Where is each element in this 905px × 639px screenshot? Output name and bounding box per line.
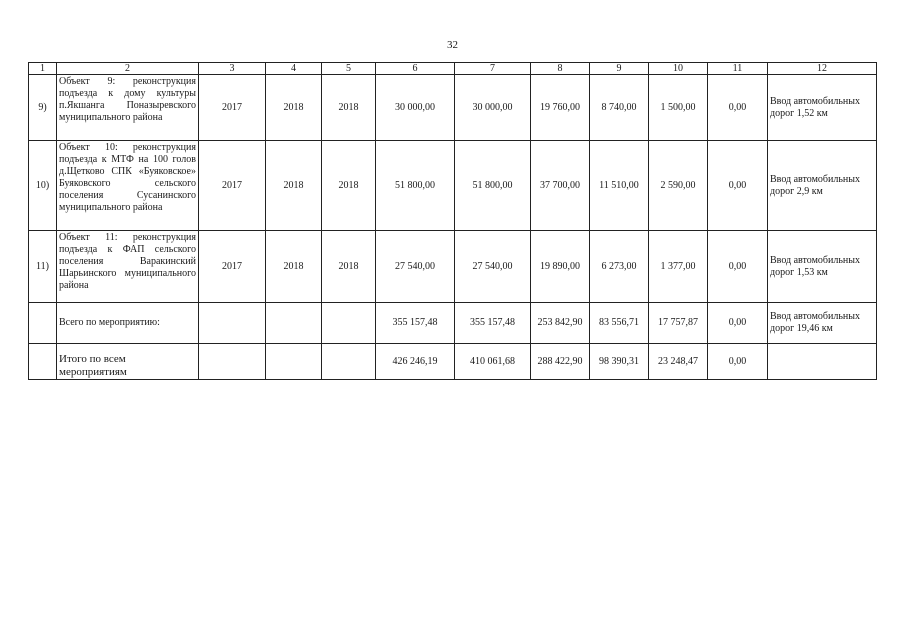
empty-cell xyxy=(266,303,322,344)
measures-table xyxy=(28,62,877,380)
measure-total-label: Всего по мероприятию: xyxy=(57,303,199,344)
cell-col7: 30 000,00 xyxy=(455,75,531,141)
grand-col10: 23 248,47 xyxy=(649,344,708,380)
empty-cell xyxy=(199,303,266,344)
cell-col3: 2017 xyxy=(199,75,266,141)
cell-col10: 2 590,00 xyxy=(649,141,708,231)
empty-cell xyxy=(29,344,57,380)
cell-col11: 0,00 xyxy=(708,141,768,231)
empty-cell xyxy=(322,303,376,344)
empty-cell xyxy=(322,344,376,380)
row-number: 9) xyxy=(29,75,57,141)
column-header: 6 xyxy=(376,63,455,75)
grand-col9: 98 390,31 xyxy=(590,344,649,380)
column-header: 11 xyxy=(708,63,768,75)
column-header: 4 xyxy=(266,63,322,75)
object-description: Объект 9: реконструкция подъезда к дому культуры п.Якшанга Поназыревского муниципального района xyxy=(57,75,199,141)
cell-col3: 2017 xyxy=(199,231,266,303)
grand-total-row xyxy=(29,344,877,380)
row-number: 10) xyxy=(29,141,57,231)
grand-col8: 288 422,90 xyxy=(531,344,590,380)
empty-cell xyxy=(199,344,266,380)
cell-col5: 2018 xyxy=(322,231,376,303)
measure-total-row xyxy=(29,303,877,344)
result-cell: Ввод автомобильных дорог 2,9 км xyxy=(768,141,877,231)
column-header: 10 xyxy=(649,63,708,75)
column-header: 8 xyxy=(531,63,590,75)
empty-cell xyxy=(768,344,877,380)
cell-col7: 27 540,00 xyxy=(455,231,531,303)
empty-cell xyxy=(266,344,322,380)
cell-col6: 27 540,00 xyxy=(376,231,455,303)
cell-col4: 2018 xyxy=(266,141,322,231)
cell-col6: 30 000,00 xyxy=(376,75,455,141)
column-header: 1 xyxy=(29,63,57,75)
column-header: 5 xyxy=(322,63,376,75)
result-cell: Ввод автомобильных дорог 1,53 км xyxy=(768,231,877,303)
column-header: 3 xyxy=(199,63,266,75)
result-cell: Ввод автомобильных дорог 1,52 км xyxy=(768,75,877,141)
total-col6: 355 157,48 xyxy=(376,303,455,344)
column-header: 7 xyxy=(455,63,531,75)
total-col9: 83 556,71 xyxy=(590,303,649,344)
cell-col10: 1 377,00 xyxy=(649,231,708,303)
row-number: 11) xyxy=(29,231,57,303)
object-description: Объект 11: реконструкция подъезда к ФАП сельского поселения Варакинский Шарьинского муниципального района xyxy=(57,231,199,303)
cell-col8: 37 700,00 xyxy=(531,141,590,231)
object-description: Объект 10: реконструкция подъезда к МТФ на 100 голов д.Щетково СПК «Буяковское» Буяковского сельского поселения Сусанинского муниципального района xyxy=(57,141,199,231)
cell-col11: 0,00 xyxy=(708,231,768,303)
grand-col11: 0,00 xyxy=(708,344,768,380)
cell-col5: 2018 xyxy=(322,75,376,141)
table-row xyxy=(29,75,877,141)
grand-total-label: Итого по всем мероприятиям xyxy=(57,344,199,380)
cell-col3: 2017 xyxy=(199,141,266,231)
cell-col5: 2018 xyxy=(322,141,376,231)
column-header: 9 xyxy=(590,63,649,75)
total-col11: 0,00 xyxy=(708,303,768,344)
total-col10: 17 757,87 xyxy=(649,303,708,344)
cell-col9: 8 740,00 xyxy=(590,75,649,141)
total-col7: 355 157,48 xyxy=(455,303,531,344)
cell-col4: 2018 xyxy=(266,75,322,141)
empty-cell xyxy=(29,303,57,344)
column-header: 12 xyxy=(768,63,877,75)
grand-col6: 426 246,19 xyxy=(376,344,455,380)
page-number: 32 xyxy=(447,39,458,51)
cell-col11: 0,00 xyxy=(708,75,768,141)
cell-col10: 1 500,00 xyxy=(649,75,708,141)
total-col8: 253 842,90 xyxy=(531,303,590,344)
cell-col6: 51 800,00 xyxy=(376,141,455,231)
cell-col7: 51 800,00 xyxy=(455,141,531,231)
cell-col9: 6 273,00 xyxy=(590,231,649,303)
cell-col4: 2018 xyxy=(266,231,322,303)
cell-col9: 11 510,00 xyxy=(590,141,649,231)
cell-col8: 19 890,00 xyxy=(531,231,590,303)
grand-col7: 410 061,68 xyxy=(455,344,531,380)
table-row xyxy=(29,231,877,303)
cell-col8: 19 760,00 xyxy=(531,75,590,141)
total-result: Ввод автомобильных дорог 19,46 км xyxy=(768,303,877,344)
column-header: 2 xyxy=(57,63,199,75)
table-row xyxy=(29,141,877,231)
column-number-row xyxy=(29,63,877,75)
